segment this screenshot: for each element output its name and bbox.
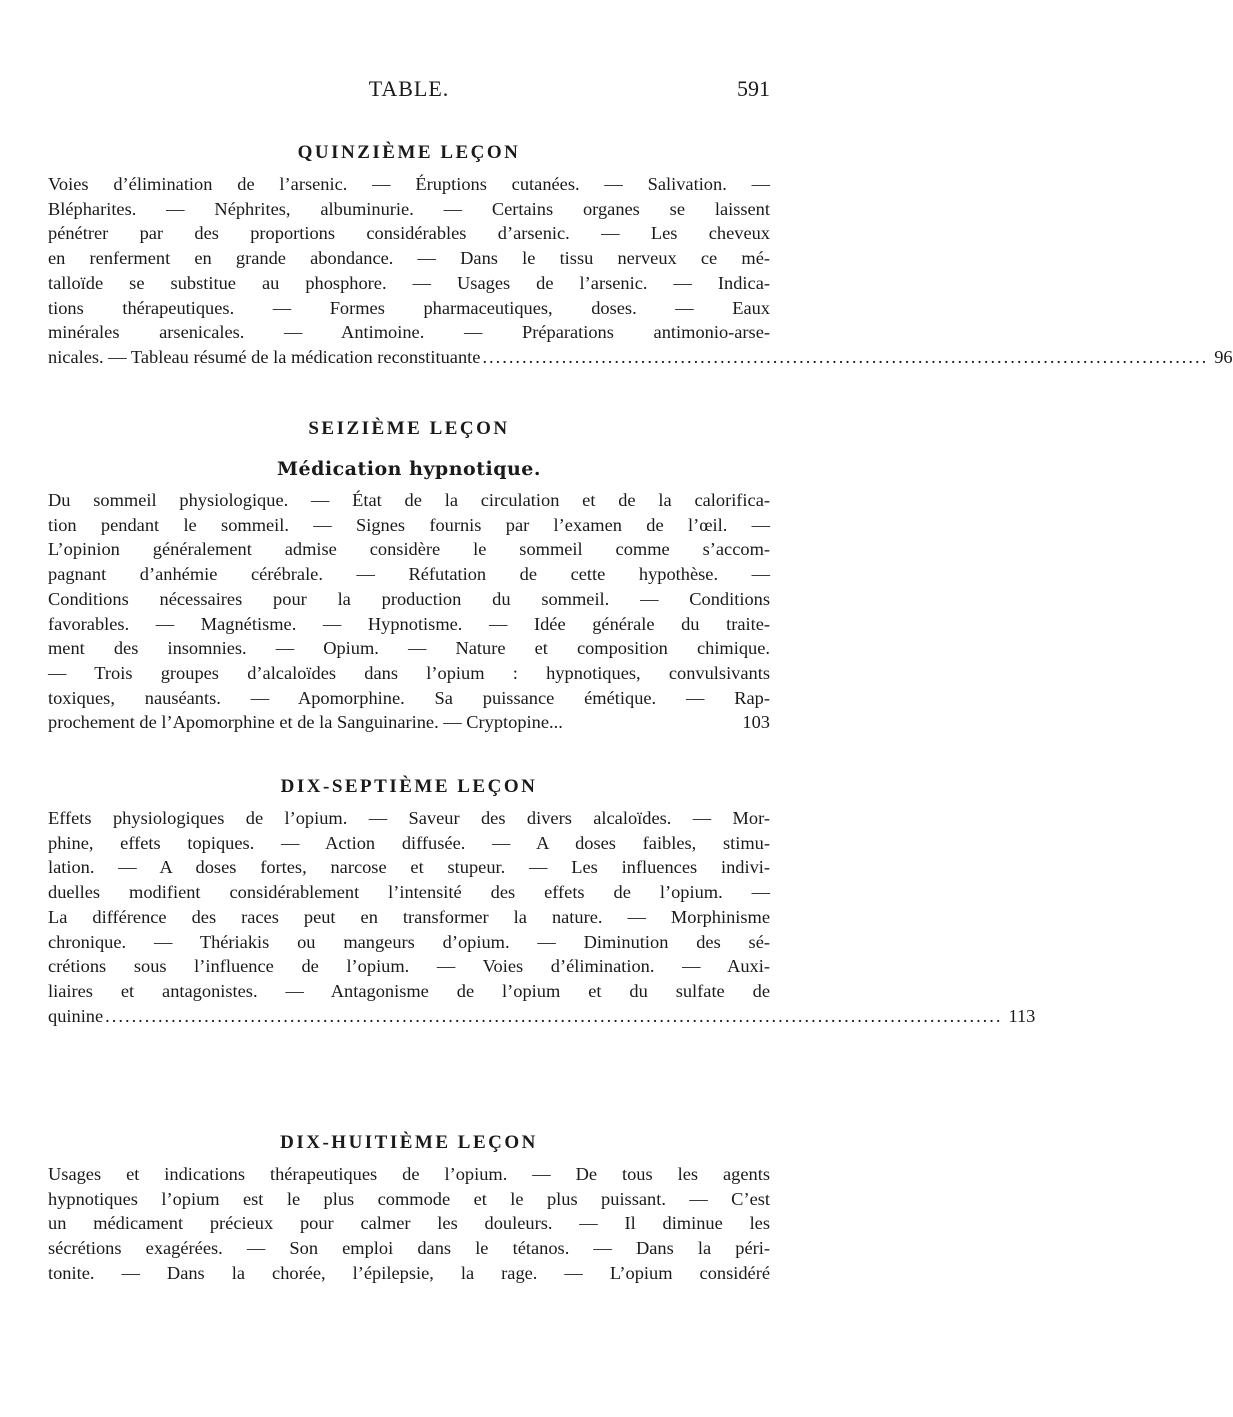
- summary-line: minérales arsenicales. — Antimoine. — Préparations antimonio-arse-: [48, 322, 770, 343]
- leader-dots: ..............................................................................................................: [482, 346, 1209, 367]
- summary-line: tions thérapeutiques. — Formes pharmaceutiques, doses. — Eaux: [48, 297, 770, 318]
- summary-last-line: [48, 710, 770, 735]
- summary-line: tonite. — Dans la chorée, l’épilepsie, la rage. — L’opium considéré: [48, 1262, 770, 1283]
- summary-line: phine, effets topiques. — Action diffusée. — A doses faibles, stimu-: [48, 832, 770, 853]
- entry-page-number: 113: [1008, 1005, 1036, 1026]
- summary-line: pénétrer par des proportions considérables d’arsenic. — Les cheveux: [48, 223, 770, 244]
- section-dix-septieme-lecon: [48, 772, 1036, 1028]
- summary-line: favorables. — Magnétisme. — Hypnotisme. — Idée générale du traite-: [48, 613, 770, 634]
- lecon-summary: [48, 1162, 770, 1286]
- summary-line: liaires et antagonistes. — Antagonisme de l’opium et du sulfate de: [48, 980, 770, 1001]
- summary-line: ment des insomnies. — Opium. — Nature et composition chimique.: [48, 638, 770, 659]
- lecon-summary: [48, 488, 770, 735]
- lecon-summary: [48, 172, 1233, 370]
- summary-line: Du sommeil physiologique. — État de la circulation et de la calorifica-: [48, 490, 770, 510]
- lecon-summary: [48, 806, 1036, 1028]
- lecon-heading: DIX-HUITIÈME LEÇON: [280, 1132, 538, 1153]
- summary-line: Voies d’élimination de l’arsenic. — Éruptions cutanées. — Salivation. —: [48, 174, 770, 194]
- page-number: 591: [737, 76, 770, 101]
- summary-line: La différence des races peut en transformer la nature. — Morphinisme: [48, 906, 770, 927]
- summary-line: duelles modifient considérablement l’intensité des effets de l’opium. —: [48, 882, 770, 903]
- summary-line: L’opinion généralement admise considère le sommeil comme s’accom-: [48, 539, 770, 560]
- lecon-subtitle: Médication hypnotique.: [276, 458, 542, 480]
- lecon-heading: DIX-SEPTIÈME LEÇON: [280, 776, 538, 797]
- summary-line: un médicament précieux pour calmer les douleurs. — Il diminue les: [48, 1213, 770, 1234]
- summary-line: prochement de l’Apomorphine et de la Sanguinarine. — Cryptopine...: [48, 712, 563, 733]
- summary-last-line: [48, 1004, 1036, 1029]
- summary-line: talloïde se substitue au phosphore. — Usages de l’arsenic. — Indica-: [48, 272, 770, 293]
- section-seizieme-lecon: [48, 414, 770, 735]
- running-title: TABLE.: [368, 76, 450, 101]
- summary-line: quinine: [48, 1005, 104, 1026]
- section-quinzieme-lecon: [48, 138, 1233, 370]
- summary-line: tion pendant le sommeil. — Signes fournis par l’examen de l’œil. —: [48, 514, 770, 535]
- summary-line: toxiques, nauséants. — Apomorphine. Sa puissance émétique. — Rap-: [48, 687, 770, 708]
- entry-page-number: 103: [742, 712, 770, 733]
- summary-line: chronique. — Thériakis ou mangeurs d’opium. — Diminution des sé-: [48, 931, 770, 952]
- summary-line: Blépharites. — Néphrites, albuminurie. — Certains organes se laissent: [48, 198, 770, 219]
- running-head: [48, 72, 770, 108]
- summary-line: Usages et indications thérapeutiques de l’opium. — De tous les agents: [48, 1164, 770, 1184]
- summary-line: hypnotiques l’opium est le plus commode et le plus puissant. — C’est: [48, 1188, 770, 1209]
- summary-line: Conditions nécessaires pour la production du sommeil. — Conditions: [48, 588, 770, 609]
- summary-line: en renferment en grande abondance. — Dans le tissu nerveux ce mé-: [48, 248, 770, 269]
- leader-dots: ........................................................................................................................................: [105, 1005, 1003, 1026]
- summary-line: lation. — A doses fortes, narcose et stupeur. — Les influences indivi-: [48, 857, 770, 878]
- summary-line: — Trois groupes d’alcaloïdes dans l’opium : hypnotiques, convulsivants: [48, 662, 770, 683]
- summary-line: Effets physiologiques de l’opium. — Saveur des divers alcaloïdes. — Mor-: [48, 808, 770, 828]
- lecon-heading: SEIZIÈME LEÇON: [308, 418, 510, 439]
- summary-line: nicales. — Tableau résumé de la médication reconstituante: [48, 346, 481, 367]
- lecon-heading: QUINZIÈME LEÇON: [297, 142, 521, 163]
- summary-last-line: [48, 345, 1233, 370]
- section-dix-huitieme-lecon: [48, 1128, 770, 1286]
- summary-line: sécrétions exagérées. — Son emploi dans le tétanos. — Dans la péri-: [48, 1238, 770, 1259]
- summary-line: pagnant d’anhémie cérébrale. — Réfutation de cette hypothèse. —: [48, 564, 770, 585]
- entry-page-number: 96: [1214, 346, 1233, 367]
- summary-line: crétions sous l’influence de l’opium. — Voies d’élimination. — Auxi-: [48, 956, 770, 977]
